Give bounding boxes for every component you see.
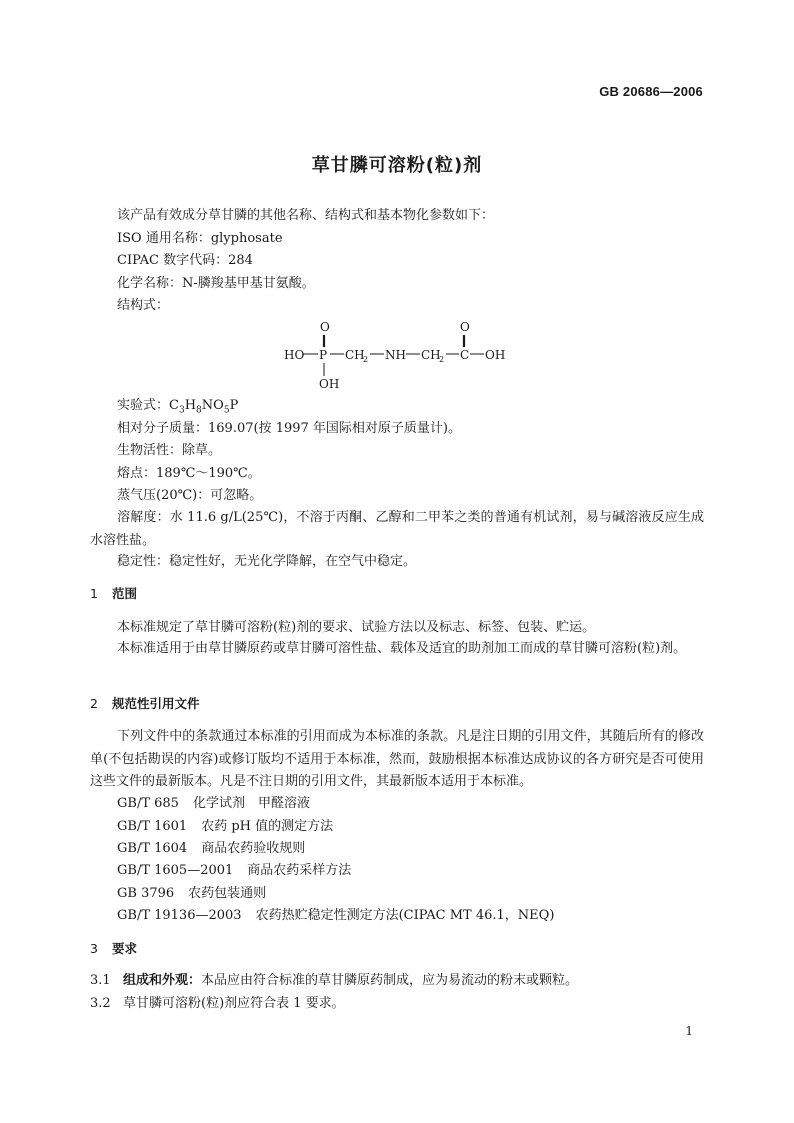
cipac-code: CIPAC 数字代码：284 <box>117 253 253 268</box>
solubility <box>90 507 704 552</box>
intro-lead: 该产品有效成分草甘膦的其他名称、结构式和基本物化参数如下： <box>117 208 495 223</box>
clause-3-2-number: 3.2 <box>90 996 111 1011</box>
formula-o-right: O <box>460 320 470 334</box>
reference-item <box>117 840 305 857</box>
solubility-text: 溶解度：水 11.6 g/L(25℃)，不溶于丙酮、乙醇和二甲苯之类的普通有机试剂，易与碱溶液反应生成水溶性盐。 <box>90 510 704 548</box>
page-title: 草甘膦可溶粉(粒)剂 <box>311 155 483 176</box>
vapor-pressure: 蒸气压(20℃)：可忽略。 <box>117 488 263 503</box>
reference-code: GB/T 1601 <box>117 819 188 834</box>
empirical-p: P <box>229 398 239 413</box>
reference-name: 化学试剂 甲醛溶液 <box>192 796 310 811</box>
chemical-name: 化学名称：N-膦羧基甲基甘氨酸。 <box>117 276 315 291</box>
reference-code: GB/T 19136—2003 <box>117 908 242 923</box>
empirical-h: H <box>184 398 197 413</box>
clause-3-2 <box>90 995 345 1012</box>
section-1-title: 范围 <box>112 586 138 601</box>
reference-code: GB/T 685 <box>117 796 179 811</box>
structural-formula <box>284 318 524 394</box>
formula-ch2-b: CH <box>421 348 441 362</box>
formula-ch2-b-sub: 2 <box>439 355 445 364</box>
section-2-title: 规范性引用文件 <box>112 696 200 711</box>
iso-name: ISO 通用名称：glyphosate <box>117 231 283 246</box>
reference-code: GB 3796 <box>117 886 175 901</box>
formula-c: C <box>460 348 470 362</box>
formula-ch2-a-sub: 2 <box>363 355 369 364</box>
reference-item <box>117 795 310 812</box>
clause-3-1 <box>90 972 578 989</box>
section-1-p1-text: 本标准规定了草甘膦可溶粉(粒)剂的要求、试验方法以及标志、标签、包装、贮运。 <box>117 620 596 635</box>
formula-p: P <box>319 348 328 362</box>
reference-name: 农药热贮稳定性测定方法(CIPAC MT 46.1，NEQ) <box>255 908 555 923</box>
melting-point: 熔点：189℃～190℃。 <box>117 466 261 481</box>
formula-oh-right: OH <box>485 348 506 362</box>
empirical-formula <box>117 397 238 420</box>
section-1-p1 <box>90 617 704 640</box>
empirical-no: NO <box>201 398 224 413</box>
clause-3-1-text: 本品应由符合标准的草甘膦原药制成，应为易流动的粉末或颗粒。 <box>201 973 579 988</box>
bioactivity: 生物活性：除草。 <box>117 443 222 458</box>
clause-3-1-title: 组成和外观： <box>123 973 202 988</box>
empirical-prefix: 实验式： <box>117 398 170 413</box>
reference-item <box>117 885 266 902</box>
standard-code: GB 20686—2006 <box>599 84 703 99</box>
stability: 稳定性：稳定性好，无光化学降解，在空气中稳定。 <box>117 554 417 569</box>
formula-oh-bottom: OH <box>319 377 340 391</box>
formula-nh: NH <box>385 348 406 362</box>
reference-name: 农药包装通则 <box>188 886 267 901</box>
page-number: 1 <box>685 1024 693 1038</box>
section-2-p1-text: 下列文件中的条款通过本标准的引用而成为本标准的条款。凡是注日期的引用文件，其随后所有的修改单(不包括勘误的内容)或修订版均不适用于本标准，然而，鼓励根据本标准达成协议的各方研究是否可使用这些文件的最新版本。凡是不注日期的引用文件，其最新版本适用于本标准。 <box>90 729 704 789</box>
formula-o-left: O <box>320 320 330 334</box>
section-2-p1 <box>90 726 704 794</box>
reference-item <box>117 907 554 924</box>
section-3-number: 3 <box>90 941 98 956</box>
section-1-p2-text: 本标准适用于由草甘膦原药或草甘膦可溶性盐、载体及适宜的助剂加工而成的草甘膦可溶粉(粒)剂。 <box>117 641 687 656</box>
formula-ho: HO <box>284 348 305 362</box>
reference-name: 农药 pH 值的测定方法 <box>201 819 334 834</box>
reference-code: GB/T 1605—2001 <box>117 863 234 878</box>
reference-name: 商品农药验收规则 <box>201 841 306 856</box>
section-2-number: 2 <box>90 696 98 711</box>
structure-label: 结构式： <box>117 298 170 313</box>
reference-item <box>117 818 333 835</box>
molar-mass: 相对分子质量：169.07(按 1997 年国际相对原子质量计)。 <box>117 421 461 436</box>
section-3-title: 要求 <box>112 941 138 956</box>
section-3-heading <box>90 940 137 957</box>
section-2-heading <box>90 695 200 712</box>
reference-name: 商品农药采样方法 <box>247 863 352 878</box>
clause-3-1-number: 3.1 <box>90 973 111 988</box>
reference-code: GB/T 1604 <box>117 841 188 856</box>
section-1-heading <box>90 585 137 602</box>
section-1-number: 1 <box>90 586 98 601</box>
formula-ch2-a: CH <box>345 348 365 362</box>
clause-3-2-text: 草甘膦可溶粉(粒)剂应符合表 1 要求。 <box>123 996 345 1011</box>
empirical-c: C <box>169 398 179 413</box>
section-1-p2 <box>90 638 704 661</box>
reference-item <box>117 862 351 879</box>
empirical-o-sub: 5 <box>223 405 230 416</box>
empirical-h-sub: 8 <box>196 405 202 416</box>
empirical-c-sub: 3 <box>178 405 185 416</box>
